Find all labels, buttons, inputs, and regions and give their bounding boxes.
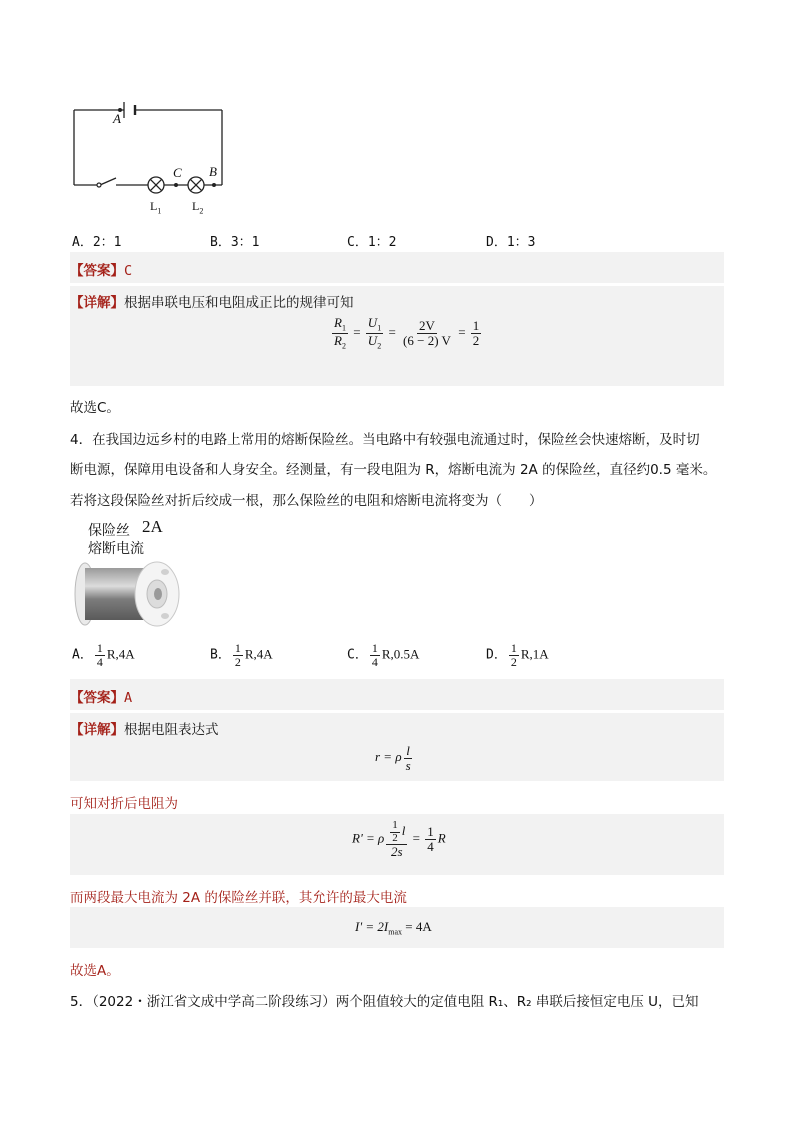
q4-option-d: D． $\frac{1}{2}$ R,1A — [486, 641, 549, 669]
q4-formula-2: R' = ρ $\frac{1}{2}$ l 2s = $\frac{1}{4}$ R — [352, 819, 446, 860]
q4-text-fold: 可知对折后电阻为 — [70, 796, 178, 812]
fuse-wire-spool-image — [73, 560, 193, 628]
q4-formula-1: r = ρ $\frac{l}{s}$ — [375, 743, 411, 773]
q5-stem: 5．（2022・浙江省文成中学高二阶段练习）两个阻值较大的定值电阻 R₁、R₂ 串联后接恒定电压 U，已知 — [70, 994, 699, 1010]
q4-stem-line2: 断电源，保障用电设备和人身安全。经测量，有一段电阻为 R，熔断电流为 2A 的保险丝，直径约0.5 毫米。 — [70, 462, 717, 478]
q3-option-a: A．2：1 — [72, 235, 122, 250]
q4-text-parallel: 而两段最大电流为 2A 的保险丝并联，其允许的最大电流 — [70, 890, 407, 906]
q3-formula: $\frac{R_1}{R_2}$ = $\frac{U_1}{U_2}$ = $\frac{2V}{(6 - 2) V}$ = $\frac{1}{2}$ — [334, 315, 480, 351]
q4-answer-box — [70, 679, 724, 710]
fuse-label-melt: 熔断电流 — [88, 541, 144, 557]
q4-option-c: C． $\frac{1}{4}$ R,0.5A — [347, 641, 420, 669]
q3-option-c: C．1：2 — [347, 235, 397, 250]
q4-stem-line1: 4．在我国边远乡村的电路上常用的熔断保险丝。当电路中有较强电流通过时，保险丝会快速熔断，及时切 — [70, 432, 700, 448]
q3-option-d: D．1：3 — [486, 235, 536, 250]
q3-answer: 【答案】C — [70, 263, 133, 279]
fuse-label-name: 保险丝 — [88, 523, 130, 539]
label-c: C — [173, 165, 182, 180]
label-b: B — [209, 164, 217, 179]
q4-option-a: A． $\frac{1}{4}$ R,4A — [72, 641, 135, 669]
q3-conclusion: 故选C。 — [70, 400, 120, 416]
label-a: A — [113, 111, 121, 126]
q3-answer-box — [70, 252, 724, 283]
fuse-label-current: 2A — [142, 517, 163, 536]
q4-formula-3: $I' = 2I_{max} = 4A$ — [355, 919, 432, 937]
label-l1: $L_1$ — [150, 199, 162, 216]
q4-stem-line3: 若将这段保险丝对折后绞成一根，那么保险丝的电阻和熔断电流将变为（ ） — [70, 493, 543, 509]
q4-conclusion: 故选A。 — [70, 963, 120, 979]
q3-detail: 【详解】根据串联电压和电阻成正比的规律可知 — [70, 295, 354, 311]
q3-option-b: B．3：1 — [210, 235, 260, 250]
q4-answer: 【答案】A — [70, 690, 133, 706]
q4-option-b: B． $\frac{1}{2}$ R,4A — [210, 641, 273, 669]
q4-detail: 【详解】根据电阻表达式 — [70, 722, 219, 738]
label-l2: $L_2$ — [192, 199, 204, 216]
